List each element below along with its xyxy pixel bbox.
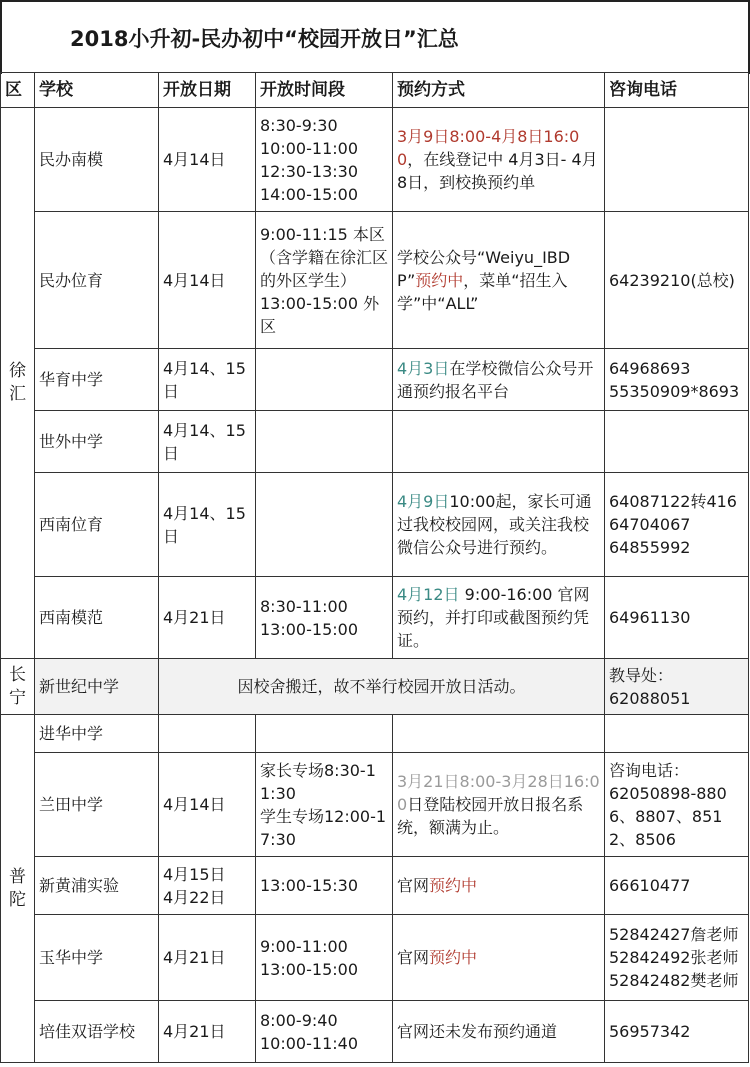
phone-cell bbox=[605, 411, 749, 473]
phone-cell: 咨询电话： 62050898-8806、8807、8512、8506 bbox=[605, 753, 749, 857]
school-name: 西南模范 bbox=[35, 577, 159, 659]
table-row bbox=[1, 1001, 749, 1063]
booking-method: 3月21日8:00-3月28日16:00日登陆校园开放日报名系统，额满为止。 bbox=[393, 753, 605, 857]
district-cell: 普陀 bbox=[1, 715, 35, 1063]
phone-cell: 64239210(总校) bbox=[605, 212, 749, 349]
school-name: 华育中学 bbox=[35, 349, 159, 411]
table-row bbox=[1, 915, 749, 1001]
schedule-table bbox=[0, 72, 749, 1063]
booking-method: 官网还未发布预约通道 bbox=[393, 1001, 605, 1063]
phone-cell: 52842427詹老师 52842492张老师 52842482樊老师 bbox=[605, 915, 749, 1001]
header-booking: 预约方式 bbox=[393, 73, 605, 108]
phone-cell bbox=[605, 715, 749, 753]
phone-cell: 66610477 bbox=[605, 857, 749, 915]
school-name: 新世纪中学 bbox=[35, 659, 159, 715]
open-date bbox=[159, 715, 256, 753]
booking-method bbox=[393, 715, 605, 753]
time-slots bbox=[256, 349, 393, 411]
time-slots: 9:00-11:15 本区（含学籍在徐汇区的外区学生） 13:00-15:00 外区 bbox=[256, 212, 393, 349]
table-row bbox=[1, 473, 749, 577]
open-date: 4月14、15日 bbox=[159, 349, 256, 411]
table-row bbox=[1, 659, 749, 715]
open-date: 4月21日 bbox=[159, 915, 256, 1001]
time-slots: 8:30-11:00 13:00-15:00 bbox=[256, 577, 393, 659]
table-row bbox=[1, 715, 749, 753]
school-name: 民办位育 bbox=[35, 212, 159, 349]
page-title: 2018小升初-民办初中“校园开放日”汇总 bbox=[0, 0, 750, 74]
open-date: 4月21日 bbox=[159, 577, 256, 659]
table-row bbox=[1, 108, 749, 212]
district-cell: 徐汇 bbox=[1, 108, 35, 659]
open-date: 4月14日 bbox=[159, 108, 256, 212]
header-school: 学校 bbox=[35, 73, 159, 108]
district-cell: 长宁 bbox=[1, 659, 35, 715]
time-slots: 8:00-9:40 10:00-11:40 bbox=[256, 1001, 393, 1063]
booking-method: 4月3日在学校微信公众号开通预约报名平台 bbox=[393, 349, 605, 411]
table-row bbox=[1, 349, 749, 411]
phone-cell: 64968693 55350909*8693 bbox=[605, 349, 749, 411]
school-name: 玉华中学 bbox=[35, 915, 159, 1001]
phone-cell: 56957342 bbox=[605, 1001, 749, 1063]
open-date: 4月14日 bbox=[159, 212, 256, 349]
phone-cell: 64087122转416 64704067 64855992 bbox=[605, 473, 749, 577]
school-name: 新黄浦实验 bbox=[35, 857, 159, 915]
open-date: 4月14、15日 bbox=[159, 411, 256, 473]
time-slots: 8:30-9:30 10:00-11:00 12:30-13:30 14:00-15:00 bbox=[256, 108, 393, 212]
open-date: 4月21日 bbox=[159, 1001, 256, 1063]
header-phone: 咨询电话 bbox=[605, 73, 749, 108]
booking-method: 3月9日8:00-4月8日16:00，在线登记中 4月3日- 4月8日，到校换预约单 bbox=[393, 108, 605, 212]
time-slots: 13:00-15:30 bbox=[256, 857, 393, 915]
school-name: 民办南模 bbox=[35, 108, 159, 212]
time-slots bbox=[256, 411, 393, 473]
table-row bbox=[1, 753, 749, 857]
table-row bbox=[1, 411, 749, 473]
school-name: 培佳双语学校 bbox=[35, 1001, 159, 1063]
open-date: 4月14、15日 bbox=[159, 473, 256, 577]
open-date: 4月15日 4月22日 bbox=[159, 857, 256, 915]
booking-method: 4月12日 9:00-16:00 官网预约，并打印或截图预约凭证。 bbox=[393, 577, 605, 659]
booking-method: 官网预约中 bbox=[393, 857, 605, 915]
time-slots: 家长专场8:30-11:30 学生专场12:00-17:30 bbox=[256, 753, 393, 857]
phone-cell: 64961130 bbox=[605, 577, 749, 659]
header-row bbox=[1, 73, 749, 108]
time-slots bbox=[256, 473, 393, 577]
school-name: 世外中学 bbox=[35, 411, 159, 473]
school-name: 进华中学 bbox=[35, 715, 159, 753]
booking-method: 4月9日10:00起，家长可通过我校校园网，或关注我校微信公众号进行预约。 bbox=[393, 473, 605, 577]
phone-cell: 教导处： 62088051 bbox=[605, 659, 749, 715]
header-date: 开放日期 bbox=[159, 73, 256, 108]
table-row bbox=[1, 212, 749, 349]
open-date: 4月14日 bbox=[159, 753, 256, 857]
table-row bbox=[1, 857, 749, 915]
booking-method: 官网预约中 bbox=[393, 915, 605, 1001]
phone-cell bbox=[605, 108, 749, 212]
time-slots bbox=[256, 715, 393, 753]
booking-method: 学校公众号“Weiyu_IBDP”预约中，菜单“招生入学”中“ALL” bbox=[393, 212, 605, 349]
booking-method bbox=[393, 411, 605, 473]
table-row bbox=[1, 577, 749, 659]
header-time: 开放时间段 bbox=[256, 73, 393, 108]
time-slots: 9:00-11:00 13:00-15:00 bbox=[256, 915, 393, 1001]
school-name: 西南位育 bbox=[35, 473, 159, 577]
header-district: 区 bbox=[1, 73, 35, 108]
school-name: 兰田中学 bbox=[35, 753, 159, 857]
notice-cell: 因校舍搬迁，故不举行校园开放日活动。 bbox=[159, 659, 605, 715]
